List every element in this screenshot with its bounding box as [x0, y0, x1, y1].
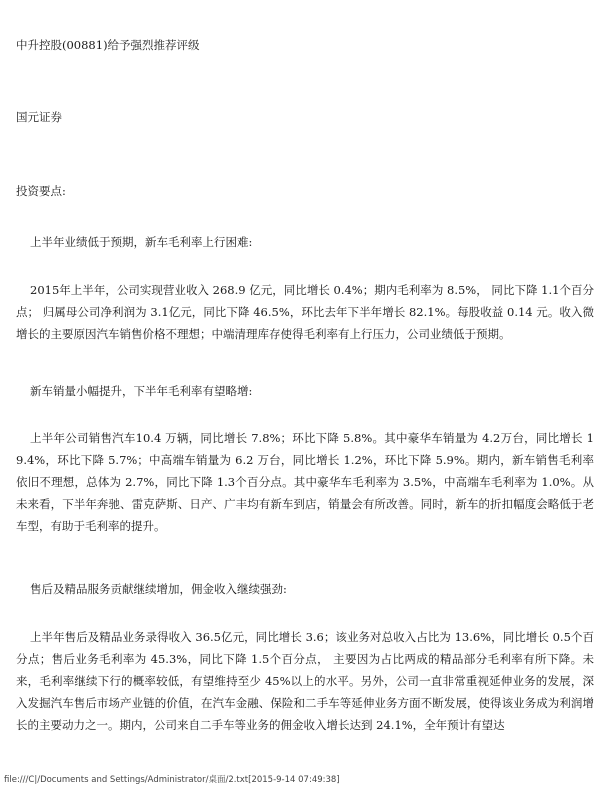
section-3-heading: 售后及精品服务贡献继续增加，佣金收入继续强劲:	[30, 582, 287, 596]
section-heading: 投资要点:	[16, 184, 66, 198]
section-2-paragraph: 上半年公司销售汽车10.4 万辆，同比增长 7.8%；环比下降 5.8%。其中豪华车销量为 4.2万台，同比增长 19.4%，环比下降 5.7%；中高端车销量为 6.2 万台，同比增长 1.2%，环比下降 5.9%。期内，新车销售毛利率依旧不理想，总体为 2.7%，同比下降 1.3个百分点。其中豪华车毛利率为 3.5%，中高端车毛利率为 1.0%。从未来看，下半年奔驰、雷克萨斯、日产、广丰均有新车到店，销量会有所改善。同时，新车的折扣幅度会略低于老车型，有助于毛利率的提升。	[16, 431, 594, 533]
section-1-body	[16, 279, 594, 345]
section-1-paragraph: 2015年上半年，公司实现营业收入 268.9 亿元，同比增长 0.4%；期内毛利率为 8.5%， 同比下降 1.1个百分点； 归属母公司净利润为 3.1亿元，同比下降 46.5%，环比去年下半年增长 82.1%。每股收益 0.14 元。收入微增长的主要原因汽车销售价格不理想；中端清理库存使得毛利率有上行压力，公司业绩低于预期。	[16, 283, 594, 341]
section-3-paragraph: 上半年售后及精品业务录得收入 36.5亿元，同比增长 3.6；该业务对总收入占比为 13.6%，同比增长 0.5个百分点；售后业务毛利率为 45.3%，同比下降 1.5个百分点， 主要因为占比两成的精品部分毛利率有所下降。未来，毛利率继续下行的概率较低，有望维持至少 45%以上的水平。另外，公司一直非常重视延伸业务的发展，深入发掘汽车售后市场产业链的价值，在汽车金融、保险和二手车等延伸业务方面不断发展，使得该业务成为利润增长的主要动力之一。期内，公司来自二手车等业务的佣金收入增长达到 24.1%，全年预计有望达	[16, 630, 594, 732]
section-3-body	[16, 626, 594, 736]
document-source: 国元证券	[16, 110, 62, 124]
section-2-heading: 新车销量小幅提升，下半年毛利率有望略增:	[30, 384, 253, 398]
section-2-body	[16, 427, 594, 537]
document-title: 中升控股(00881)给予强烈推荐评级	[16, 38, 200, 52]
section-1-heading: 上半年业绩低于预期，新车毛利率上行困难:	[30, 235, 253, 249]
file-path-footer: file:///C|/Documents and Settings/Administrator/桌面/2.txt[2015-9-14 07:49:38]	[4, 775, 340, 785]
